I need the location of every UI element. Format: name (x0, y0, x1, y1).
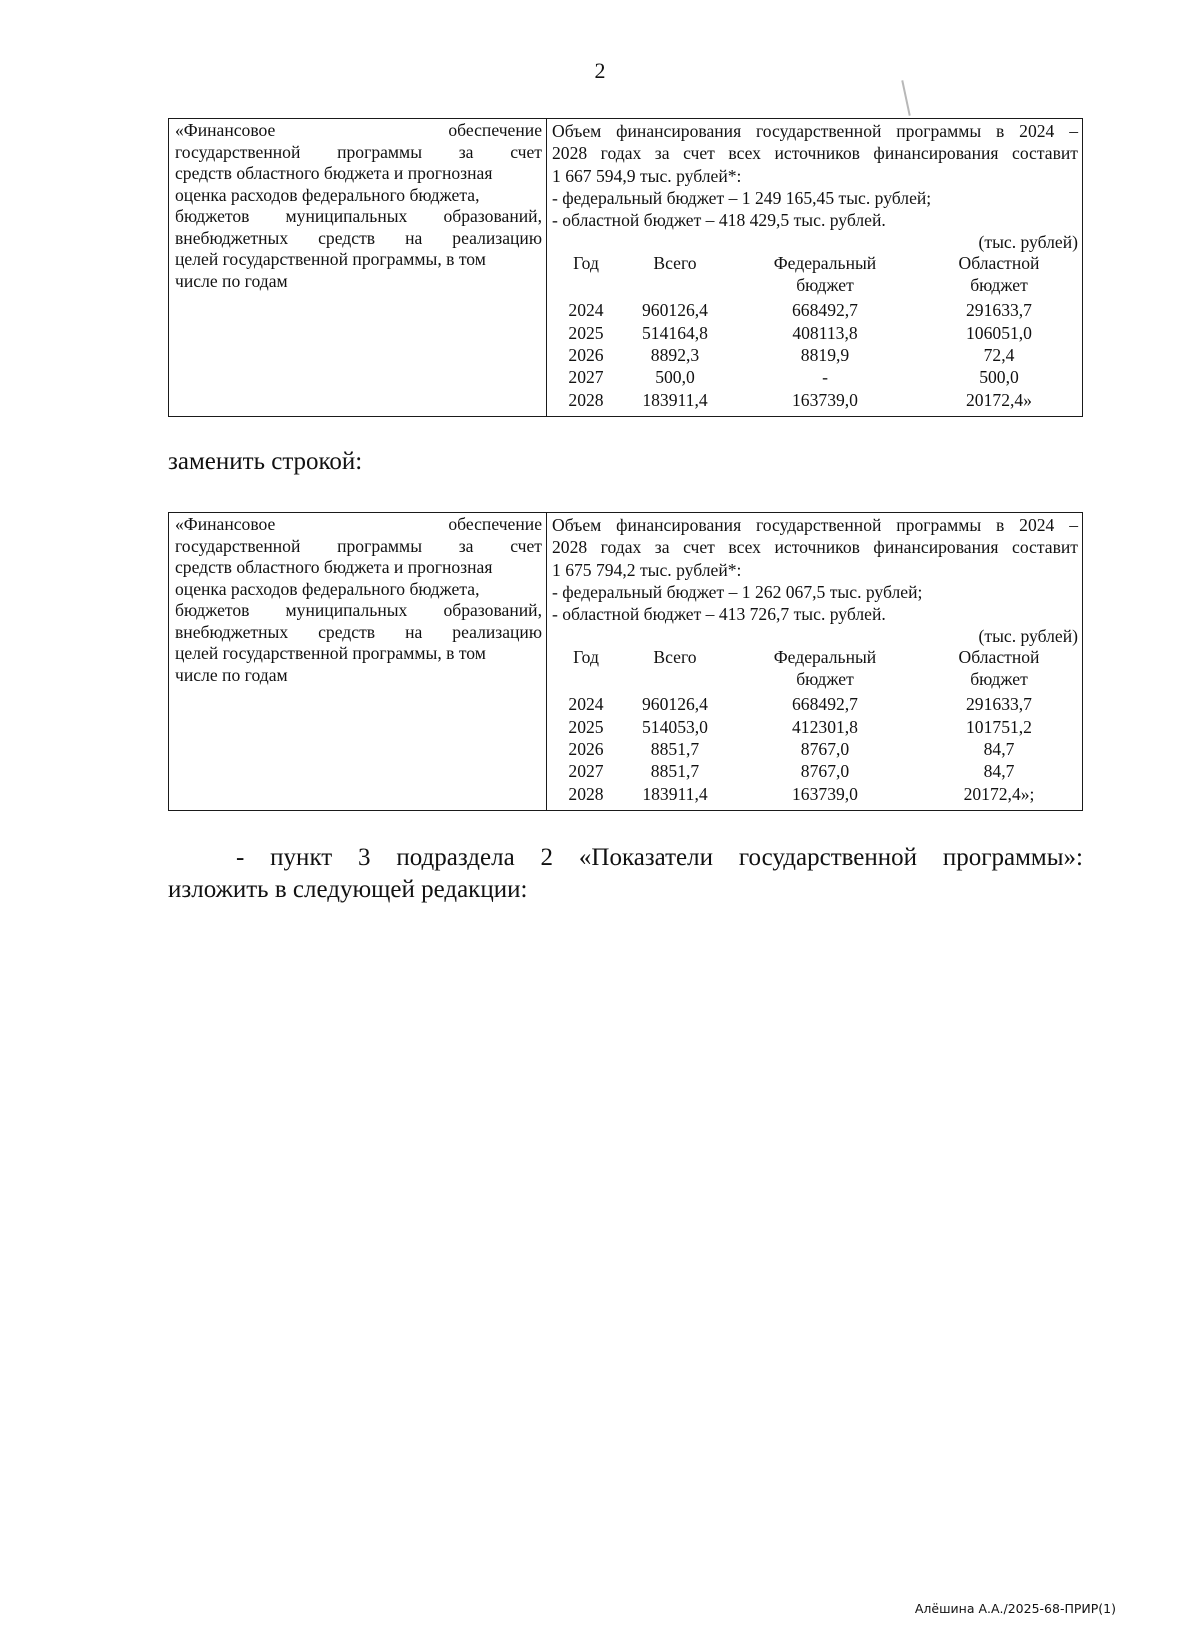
description-line: государственной программы за счет (175, 141, 542, 162)
new-cell-federal: 8767,0 (800, 738, 850, 759)
old-year-table (552, 252, 1078, 411)
old-cell-total: 960126,4 (642, 300, 708, 321)
old-units-label: (тыс. рублей) (978, 232, 1078, 253)
new-year-table (552, 646, 1078, 805)
old-cell-year: 2026 (568, 344, 604, 365)
new-cell-year: 2025 (568, 716, 604, 737)
new-cell-total: 183911,4 (642, 783, 708, 804)
description-line: государственной программы за счет (175, 535, 542, 556)
new-cell-year: 2026 (568, 738, 604, 759)
new-cell-total: 514053,0 (642, 716, 708, 737)
new-cell-year: 2027 (568, 761, 604, 782)
old-summary-line-2: 2028 годах за счет всех источников финансирования составит (552, 143, 1078, 164)
description-line: средств областного бюджета и прогнозная (175, 163, 493, 183)
new-financing-table (168, 512, 1083, 811)
old-summary-federal: - федеральный бюджет – 1 249 165,45 тыс. рублей; (552, 187, 932, 208)
old-table-row (552, 389, 1078, 411)
description-line: «Финансовое обеспечение (175, 120, 542, 140)
new-cell-regional: 84,7 (983, 761, 1015, 782)
new-cell-regional: 84,7 (983, 738, 1015, 759)
old-header-year: Год (573, 252, 599, 273)
new-cell-federal: 412301,8 (792, 716, 858, 737)
new-table-row (552, 783, 1078, 805)
description-line: бюджетов муниципальных образований, (175, 600, 542, 620)
new-cell-year: 2028 (568, 783, 604, 804)
old-cell-year: 2025 (568, 322, 604, 343)
description-line: оценка расходов федерального бюджета, (175, 578, 480, 599)
old-cell-federal: 408113,8 (792, 322, 858, 343)
old-cell-total: 500,0 (655, 367, 695, 388)
old-right-cell (547, 119, 1082, 416)
new-header-total: Всего (653, 646, 697, 667)
new-summary-line-2: 2028 годах за счет всех источников финансирования составит (552, 537, 1078, 558)
new-cell-federal: 668492,7 (792, 694, 858, 715)
new-header-year: Год (573, 646, 599, 667)
description-line: целей государственной программы, в том (175, 643, 486, 663)
old-table-row (552, 322, 1078, 344)
new-cell-year: 2024 (568, 694, 604, 715)
new-header-federal: Федеральный бюджет (773, 646, 877, 690)
new-cell-regional: 20172,4»; (963, 783, 1035, 804)
new-right-cell (547, 513, 1082, 810)
old-summary-total: 1 667 594,9 тыс. рублей*: (552, 165, 742, 186)
new-header-regional: Областной бюджет (958, 646, 1040, 690)
old-cell-regional: 72,4 (983, 344, 1015, 365)
old-left-cell (169, 119, 547, 416)
description-line: числе по годам (175, 270, 288, 291)
new-table-row (552, 760, 1078, 782)
old-cell-total: 8892,3 (650, 344, 700, 365)
description-line: «Финансовое обеспечение (175, 514, 542, 534)
new-cell-total: 8851,7 (650, 761, 700, 782)
old-summary-line-1: Объем финансирования государственной программы в 2024 – (552, 121, 1078, 141)
old-cell-federal: 163739,0 (792, 389, 858, 410)
bottom-paragraph-line-2: изложить в следующей редакции: (168, 876, 528, 903)
page-number: 2 (594, 58, 606, 83)
bottom-paragraph-line-1: - пункт 3 подраздела 2 «Показатели государственной программы»: (236, 844, 1083, 871)
new-units-label: (тыс. рублей) (978, 626, 1078, 647)
old-table-row (552, 366, 1078, 388)
new-summary-total: 1 675 794,2 тыс. рублей*: (552, 559, 742, 580)
description-line: бюджетов муниципальных образований, (175, 206, 542, 226)
new-summary-federal: - федеральный бюджет – 1 262 067,5 тыс. рублей; (552, 581, 923, 602)
new-summary-line-1: Объем финансирования государственной программы в 2024 – (552, 515, 1078, 535)
new-cell-federal: 8767,0 (800, 761, 850, 782)
old-table-row (552, 299, 1078, 321)
bottom-paragraph (168, 842, 1083, 906)
description-line: внебюджетных средств на реализацию (175, 621, 542, 642)
description-line: оценка расходов федерального бюджета, (175, 184, 480, 205)
old-cell-regional: 291633,7 (966, 300, 1032, 321)
old-cell-total: 183911,4 (642, 389, 708, 410)
new-cell-regional: 291633,7 (966, 694, 1032, 715)
old-cell-year: 2027 (568, 367, 604, 388)
stray-pen-mark (901, 80, 910, 116)
document-code: Алёшина А.А./2025-68-ПРИР(1) (914, 1601, 1116, 1616)
new-cell-total: 960126,4 (642, 694, 708, 715)
old-cell-regional: 500,0 (979, 367, 1019, 388)
new-summary-regional: - областной бюджет – 413 726,7 тыс. рублей. (552, 604, 886, 625)
description-line: целей государственной программы, в том (175, 249, 486, 269)
new-table-row (552, 738, 1078, 760)
old-cell-federal: 668492,7 (792, 300, 858, 321)
old-financing-table (168, 118, 1083, 417)
old-cell-federal: - (822, 367, 828, 388)
old-cell-federal: 8819,9 (800, 344, 850, 365)
description-line: внебюджетных средств на реализацию (175, 227, 542, 248)
new-left-cell (169, 513, 547, 810)
description-line: числе по годам (175, 664, 288, 685)
new-cell-total: 8851,7 (650, 738, 700, 759)
new-cell-regional: 101751,2 (966, 716, 1032, 737)
old-header-regional: Областной бюджет (958, 252, 1040, 296)
description-line: средств областного бюджета и прогнозная (175, 557, 493, 577)
old-cell-regional: 20172,4» (966, 389, 1032, 410)
old-summary-regional: - областной бюджет – 418 429,5 тыс. рублей. (552, 210, 886, 231)
replace-instruction: заменить строкой: (168, 448, 363, 475)
old-cell-year: 2028 (568, 389, 604, 410)
new-cell-federal: 163739,0 (792, 783, 858, 804)
new-table-row (552, 693, 1078, 715)
old-cell-year: 2024 (568, 300, 604, 321)
old-cell-total: 514164,8 (642, 322, 708, 343)
old-header-total: Всего (653, 252, 697, 273)
old-header-federal: Федеральный бюджет (773, 252, 877, 296)
old-table-row (552, 344, 1078, 366)
new-table-row (552, 716, 1078, 738)
old-cell-regional: 106051,0 (966, 322, 1032, 343)
